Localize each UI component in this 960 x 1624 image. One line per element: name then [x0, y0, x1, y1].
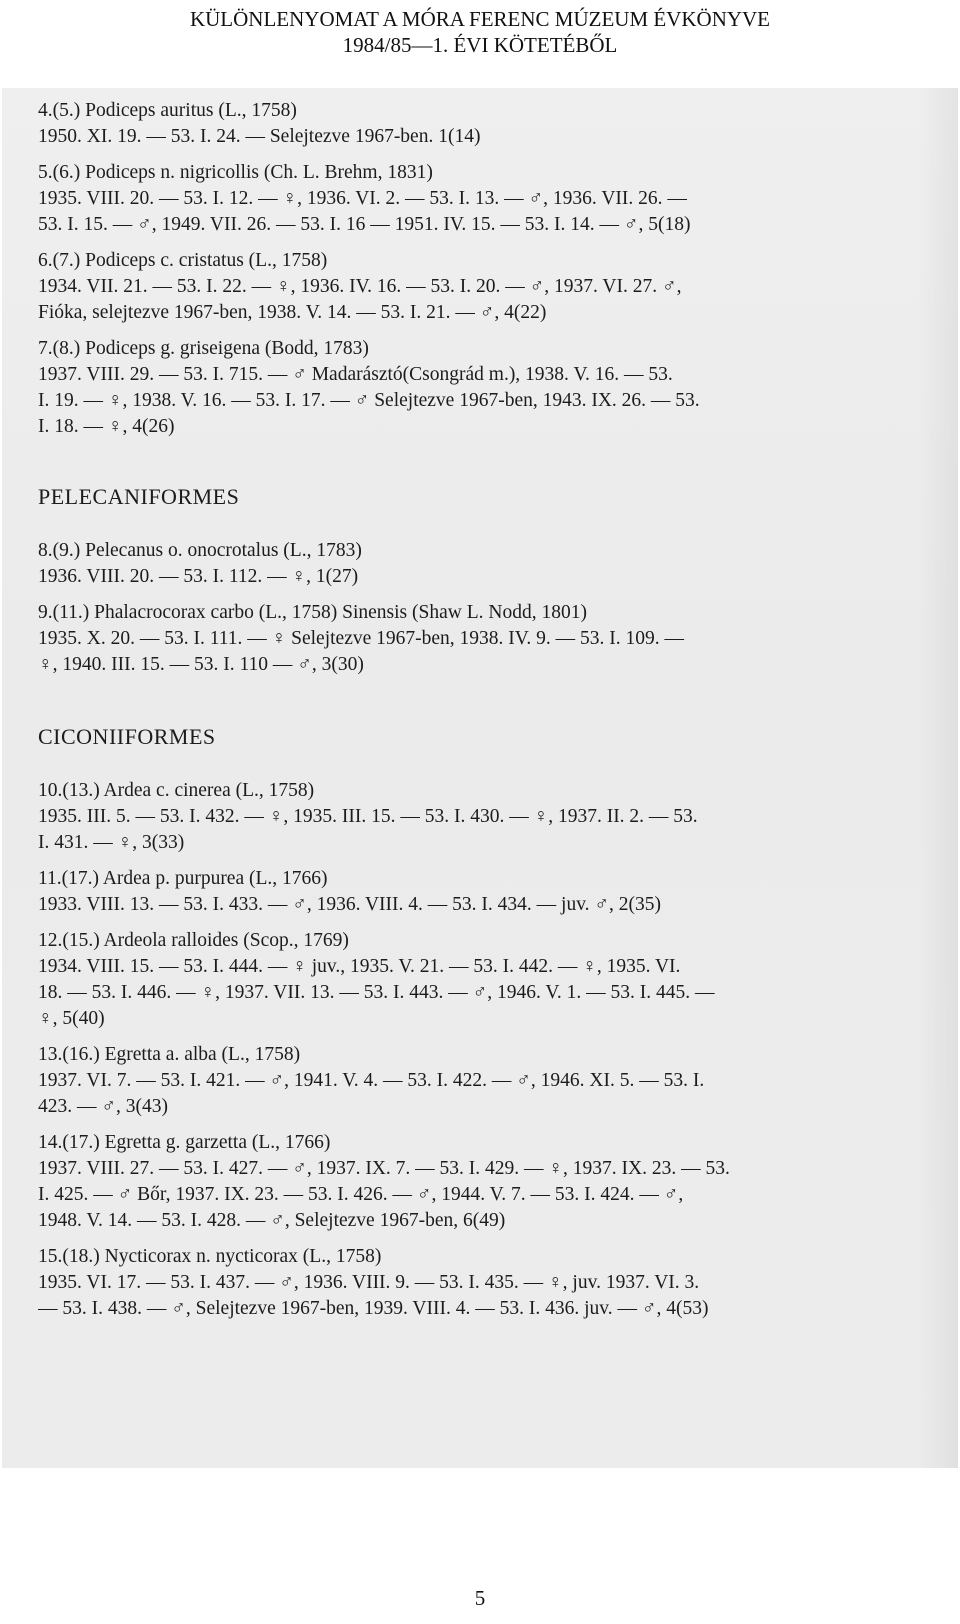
header-line-1: KÜLÖNLENYOMAT A MÓRA FERENC MÚZEUM ÉVKÖNYVE — [189, 7, 771, 31]
species-entry — [38, 1130, 958, 1234]
specimen-record-line: 53. I. 15. — ♂, 1949. VII. 26. — 53. I. 16 — 1951. IV. 15. — 53. I. 14. — ♂, 5(18) — [38, 214, 691, 235]
species-title: 9.(11.) Phalacrocorax carbo (L., 1758) Sinensis (Shaw L. Nodd, 1801) — [38, 602, 587, 623]
section-heading-pelecaniformes: PELECANIFORMES — [38, 484, 240, 509]
species-title: 8.(9.) Pelecanus o. onocrotalus (L., 1783) — [38, 540, 362, 561]
species-title: 13.(16.) Egretta a. alba (L., 1758) — [38, 1044, 301, 1065]
section-heading-ciconiiformes: CICONIIFORMES — [38, 724, 216, 749]
specimen-record-line: ♀, 5(40) — [38, 1008, 105, 1029]
entries-podicipediformes — [38, 98, 958, 440]
species-title: 11.(17.) Ardea p. purpurea (L., 1766) — [38, 868, 328, 889]
species-entry — [38, 928, 958, 1032]
specimen-record-line: I. 19. — ♀, 1938. V. 16. — 53. I. 17. — ♂ Selejtezve 1967-ben, 1943. IX. 26. — 53. — [38, 390, 700, 411]
specimen-record-line: — 53. I. 438. — ♂, Selejtezve 1967-ben, 1939. VIII. 4. — 53. I. 436. juv. — ♂, 4(53) — [38, 1298, 709, 1319]
species-title: 5.(6.) Podiceps n. nigricollis (Ch. L. Brehm, 1831) — [38, 162, 433, 183]
species-entry — [38, 538, 958, 590]
entries-pelecaniformes — [38, 538, 958, 678]
specimen-record-line: 1935. VIII. 20. — 53. I. 12. — ♀, 1936. VI. 2. — 53. I. 13. — ♂, 1936. VII. 26. — — [38, 188, 687, 209]
specimen-record-line: I. 18. — ♀, 4(26) — [38, 416, 175, 437]
page-header — [0, 6, 960, 58]
specimen-record-line: 1937. VIII. 27. — 53. I. 427. — ♂, 1937. IX. 7. — 53. I. 429. — ♀, 1937. IX. 23. — 53. — [38, 1158, 730, 1179]
specimen-record-line: 1934. VII. 21. — 53. I. 22. — ♀, 1936. IV. 16. — 53. I. 20. — ♂, 1937. VI. 27. ♂, — [38, 276, 682, 297]
page-number: 5 — [474, 1586, 486, 1610]
specimen-record-line: 1937. VIII. 29. — 53. I. 715. — ♂ Madarásztó(Csongrád m.), 1938. V. 16. — 53. — [38, 364, 673, 385]
specimen-record-line: 1935. VI. 17. — 53. I. 437. — ♂, 1936. VIII. 9. — 53. I. 435. — ♀, juv. 1937. VI. 3. — [38, 1272, 700, 1293]
specimen-record-line: 1948. V. 14. — 53. I. 428. — ♂, Selejtezve 1967-ben, 6(49) — [38, 1210, 506, 1231]
scanned-page — [2, 88, 958, 1468]
species-entry — [38, 778, 958, 856]
specimen-record-line: 1935. X. 20. — 53. I. 111. — ♀ Selejtezve 1967-ben, 1938. IV. 9. — 53. I. 109. — — [38, 628, 684, 649]
specimen-record-line: 1935. III. 5. — 53. I. 432. — ♀, 1935. III. 15. — 53. I. 430. — ♀, 1937. II. 2. — 53. — [38, 806, 698, 827]
species-entry — [38, 600, 958, 678]
species-title: 10.(13.) Ardea c. cinerea (L., 1758) — [38, 780, 315, 801]
species-title: 12.(15.) Ardeola ralloides (Scop., 1769) — [38, 930, 349, 951]
specimen-record-line: 423. — ♂, 3(43) — [38, 1096, 168, 1117]
specimen-record-line: 1937. VI. 7. — 53. I. 421. — ♂, 1941. V. 4. — 53. I. 422. — ♂, 1946. XI. 5. — 53. I. — [38, 1070, 705, 1091]
specimen-record-line: 1950. XI. 19. — 53. I. 24. — Selejtezve 1967-ben. 1(14) — [38, 126, 481, 147]
specimen-record-line: 1933. VIII. 13. — 53. I. 433. — ♂, 1936. VIII. 4. — 53. I. 434. — juv. ♂, 2(35) — [38, 894, 662, 915]
specimen-record-line: 1934. VIII. 15. — 53. I. 444. — ♀ juv., 1935. V. 21. — 53. I. 442. — ♀, 1935. VI. — [38, 956, 681, 977]
specimen-record-line: Fióka, selejtezve 1967-ben, 1938. V. 14. — 53. I. 21. — ♂, 4(22) — [38, 302, 547, 323]
species-entry — [38, 1042, 958, 1120]
species-title: 6.(7.) Podiceps c. cristatus (L., 1758) — [38, 250, 328, 271]
species-entry — [38, 866, 958, 918]
species-title: 14.(17.) Egretta g. garzetta (L., 1766) — [38, 1132, 331, 1153]
specimen-record-line: 18. — 53. I. 446. — ♀, 1937. VII. 13. — 53. I. 443. — ♂, 1946. V. 1. — 53. I. 445. — — [38, 982, 715, 1003]
species-entry — [38, 1244, 958, 1322]
specimen-record-line: 1936. VIII. 20. — 53. I. 112. — ♀, 1(27) — [38, 566, 359, 587]
species-entry — [38, 160, 958, 238]
species-entry — [38, 248, 958, 326]
species-entry — [38, 336, 958, 440]
species-entry — [38, 98, 958, 150]
specimen-record-line: I. 431. — ♀, 3(33) — [38, 832, 185, 853]
entries-ciconiiformes — [38, 778, 958, 1322]
specimen-record-line: I. 425. — ♂ Bőr, 1937. IX. 23. — 53. I. 426. — ♂, 1944. V. 7. — 53. I. 424. — ♂, — [38, 1184, 684, 1205]
specimen-record-line: ♀, 1940. III. 15. — 53. I. 110 — ♂, 3(30) — [38, 654, 364, 675]
species-title: 7.(8.) Podiceps g. griseigena (Bodd, 1783) — [38, 338, 369, 359]
species-title: 15.(18.) Nycticorax n. nycticorax (L., 1758) — [38, 1246, 382, 1267]
header-line-2: 1984/85—1. ÉVI KÖTETÉBŐL — [342, 33, 618, 57]
species-title: 4.(5.) Podiceps auritus (L., 1758) — [38, 100, 297, 121]
